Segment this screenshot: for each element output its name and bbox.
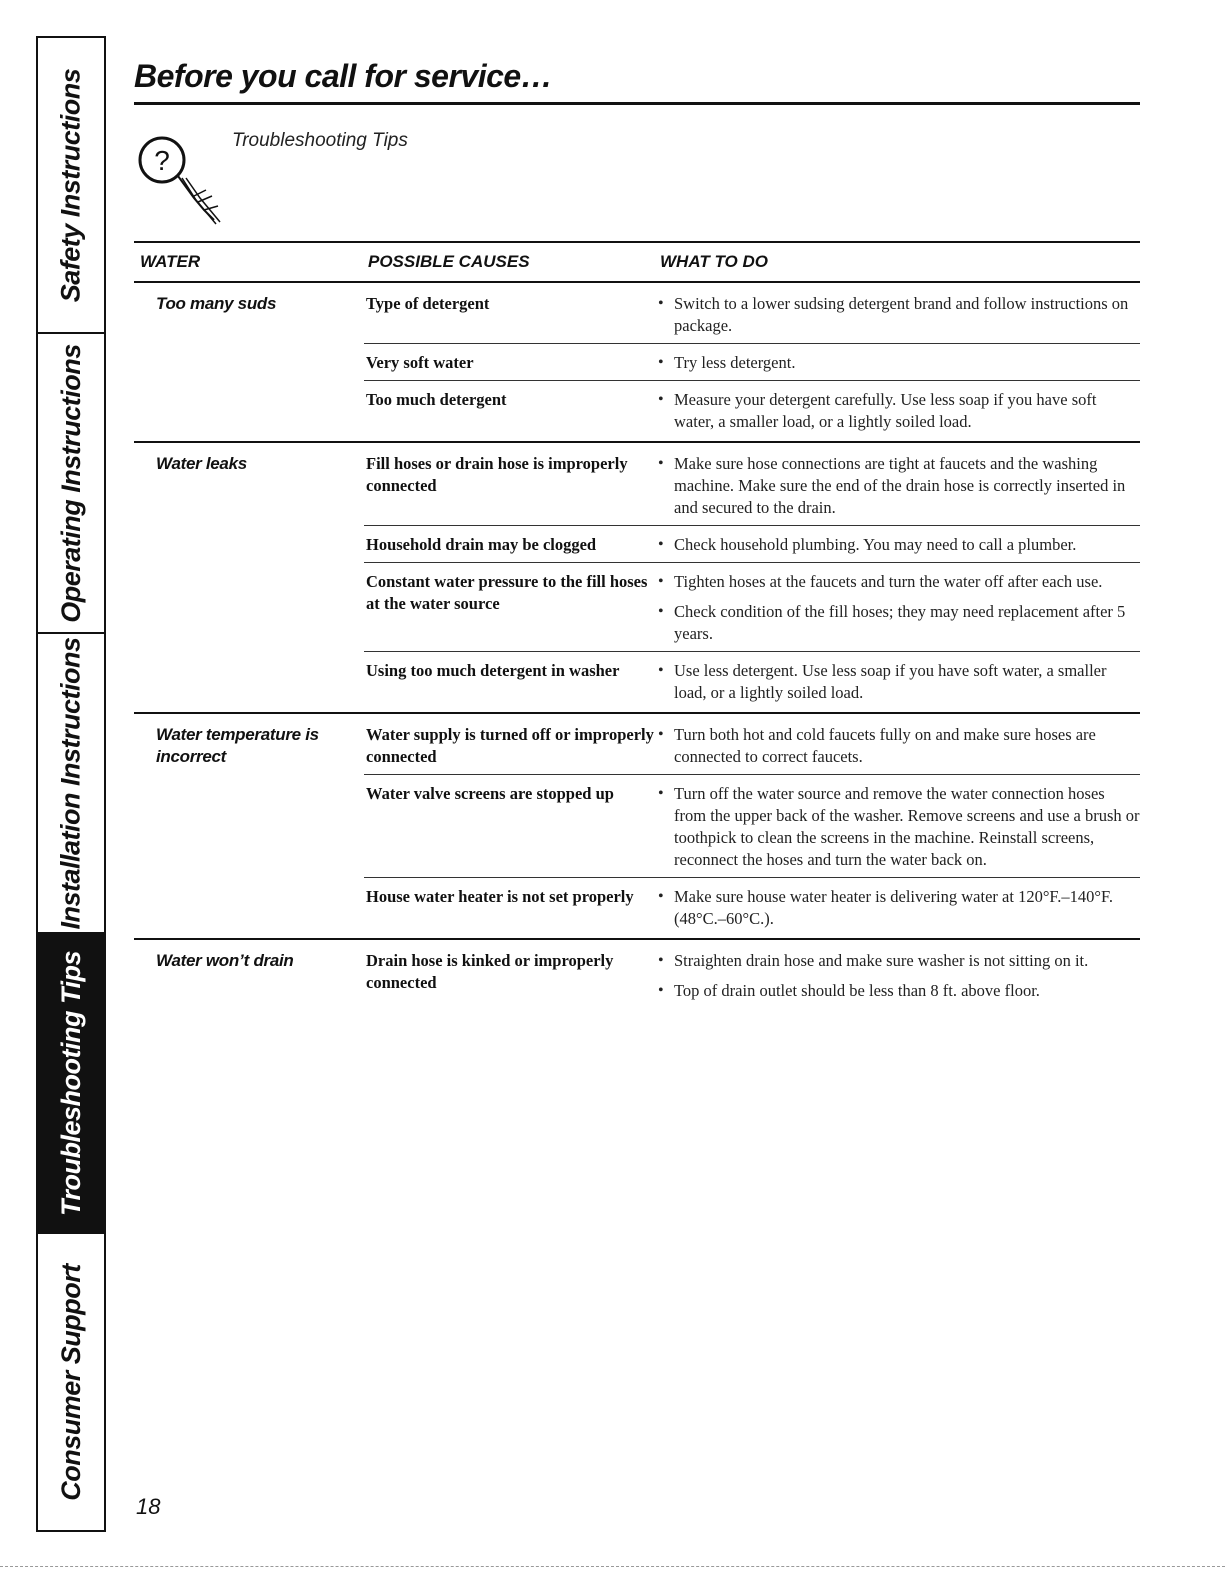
action-item: • Turn both hot and cold faucets fully on and make sure hoses are connected to correct faucets. xyxy=(656,724,1140,768)
sidebar-tab-installation-instructions[interactable] xyxy=(38,634,104,934)
cause-list xyxy=(364,950,1140,1002)
possible-cause: Fill hoses or drain hose is improperly connected xyxy=(366,454,628,495)
possible-cause: Constant water pressure to the fill hoses at the water source xyxy=(366,572,648,613)
possible-cause: Too much detergent xyxy=(366,390,507,409)
cause-list xyxy=(364,293,1140,433)
cause-row xyxy=(364,293,1140,344)
question-mark-tag-icon xyxy=(134,120,234,230)
table-header-row xyxy=(134,243,1140,283)
sidebar-tab-consumer-support[interactable] xyxy=(38,1234,104,1530)
action-item: • Check household plumbing. You may need to call a plumber. xyxy=(656,534,1140,556)
cause-row xyxy=(364,534,1140,563)
action-item: • Check condition of the fill hoses; they may need replacement after 5 years. xyxy=(656,601,1140,645)
sidebar-tab-operating-instructions[interactable] xyxy=(38,334,104,634)
action-list xyxy=(656,783,1140,871)
action-list xyxy=(656,571,1140,645)
action-list xyxy=(656,724,1140,768)
sidebar-tab-label: Consumer Support xyxy=(55,1263,86,1501)
action-list xyxy=(656,534,1140,556)
sidebar-tab-troubleshooting-tips[interactable] xyxy=(38,934,104,1234)
problem-row xyxy=(134,940,1140,1010)
page-title: Before you call for service… xyxy=(134,58,553,94)
bottom-dashed-line xyxy=(0,1566,1225,1567)
column-header-possible-causes: POSSIBLE CAUSES xyxy=(368,252,530,271)
sidebar-tab-safety-instructions[interactable] xyxy=(38,38,104,334)
problem-name: Water temperature is incorrect xyxy=(156,725,319,766)
problem-list xyxy=(134,283,1140,1010)
cause-row xyxy=(364,783,1140,878)
action-item: • Measure your detergent carefully. Use less soap if you have soft water, a smaller load, or a lightly soiled load. xyxy=(656,389,1140,433)
troubleshooting-table xyxy=(134,241,1140,1010)
action-item: • Try less detergent. xyxy=(656,352,1140,374)
title-rule xyxy=(134,102,1140,105)
action-list xyxy=(656,886,1140,930)
problem-name: Too many suds xyxy=(156,294,277,313)
action-list xyxy=(656,352,1140,374)
action-list xyxy=(656,293,1140,337)
action-item: • Switch to a lower sudsing detergent brand and follow instructions on package. xyxy=(656,293,1140,337)
section-sidebar xyxy=(36,36,106,1532)
action-item: • Make sure house water heater is delivering water at 120°F.–140°F.(48°C.–60°C.). xyxy=(656,886,1140,930)
sidebar-tab-label: Troubleshooting Tips xyxy=(55,950,86,1216)
problem-row xyxy=(134,283,1140,443)
cause-row xyxy=(364,453,1140,526)
cause-row xyxy=(364,660,1140,704)
cause-row xyxy=(364,571,1140,652)
sidebar-tab-label: Installation Instructions xyxy=(55,636,86,930)
cause-row xyxy=(364,886,1140,930)
section-label: Troubleshooting Tips xyxy=(232,130,408,151)
possible-cause: Water valve screens are stopped up xyxy=(366,784,614,803)
sidebar-tab-label: Safety Instructions xyxy=(55,68,86,302)
problem-name: Water won’t drain xyxy=(156,951,294,970)
action-item: • Tighten hoses at the faucets and turn the water off after each use. xyxy=(656,571,1140,593)
svg-text:?: ? xyxy=(154,145,170,176)
possible-cause: House water heater is not set properly xyxy=(366,887,634,906)
action-item: • Top of drain outlet should be less than 8 ft. above floor. xyxy=(656,980,1140,1002)
action-list xyxy=(656,660,1140,704)
action-list xyxy=(656,453,1140,519)
column-header-what-to-do: WHAT TO DO xyxy=(660,252,768,271)
cause-row xyxy=(364,352,1140,381)
cause-list xyxy=(364,453,1140,704)
page-number: 18 xyxy=(136,1494,161,1519)
action-item: • Use less detergent. Use less soap if you have soft water, a smaller load, or a lightly soiled load. xyxy=(656,660,1140,704)
possible-cause: Very soft water xyxy=(366,353,474,372)
possible-cause: Drain hose is kinked or improperly connected xyxy=(366,951,614,992)
cause-row xyxy=(364,950,1140,1002)
action-list xyxy=(656,950,1140,1002)
column-header-water: WATER xyxy=(140,252,201,271)
action-item: • Turn off the water source and remove the water connection hoses from the upper back of the washer. Remove screens and use a brush or toothpick to clean the screens in the machine. Reinstall screens, reconnect the hoses and turn the water back on. xyxy=(656,783,1140,871)
action-item: • Straighten drain hose and make sure washer is not sitting on it. xyxy=(656,950,1140,972)
sidebar-tab-label: Operating Instructions xyxy=(55,343,86,623)
problem-name: Water leaks xyxy=(156,454,247,473)
cause-list xyxy=(364,724,1140,930)
possible-cause: Household drain may be clogged xyxy=(366,535,597,554)
possible-cause: Using too much detergent in washer xyxy=(366,661,620,680)
action-item: • Make sure hose connections are tight at faucets and the washing machine. Make sure the end of the drain hose is correctly inserted in and secured to the drain. xyxy=(656,453,1140,519)
cause-row xyxy=(364,724,1140,775)
possible-cause: Type of detergent xyxy=(366,294,490,313)
problem-row xyxy=(134,714,1140,940)
action-list xyxy=(656,389,1140,433)
cause-row xyxy=(364,389,1140,433)
possible-cause: Water supply is turned off or improperly connected xyxy=(366,725,654,766)
problem-row xyxy=(134,443,1140,714)
